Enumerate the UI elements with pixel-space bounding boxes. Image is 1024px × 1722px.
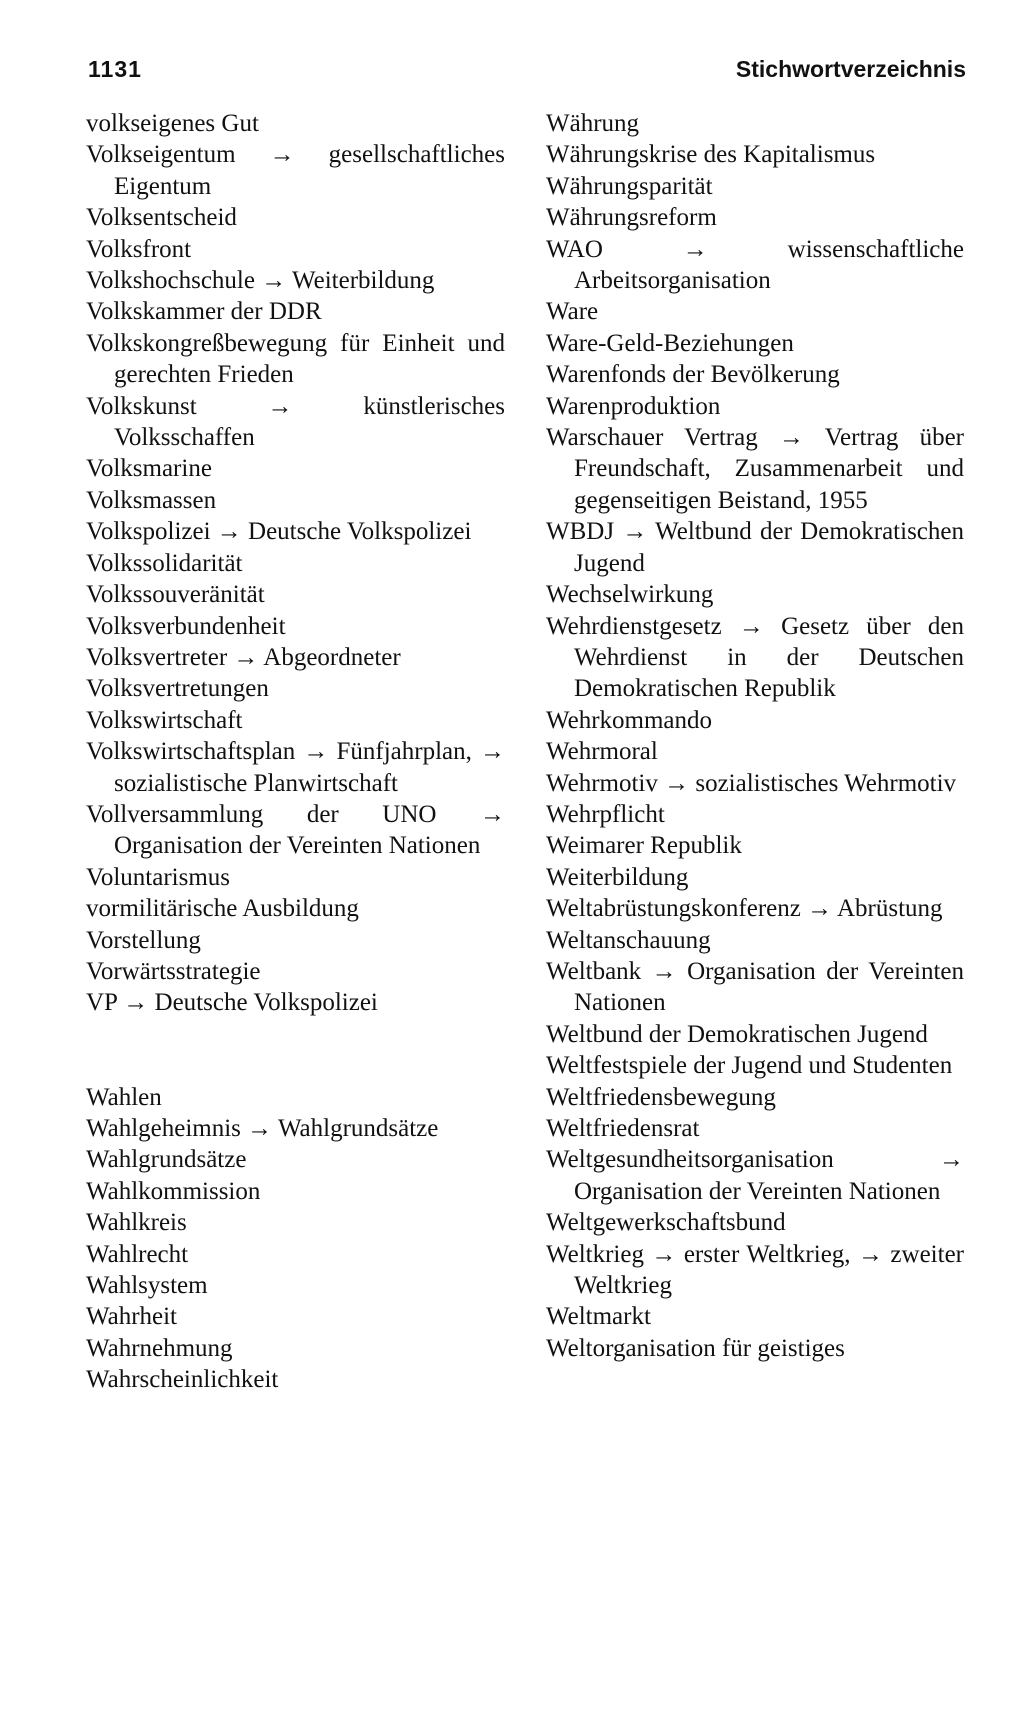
index-entry: Volkssolidarität — [86, 549, 243, 577]
index-entry: Volksmarine — [86, 455, 212, 483]
index-entry: Volkswirtschaft — [86, 706, 243, 734]
index-entry: Warenfonds der Bevölkerung — [546, 361, 840, 389]
index-entry: Volksverbundenheit — [86, 612, 286, 640]
index-entry: Wahrheit — [86, 1303, 178, 1331]
index-entry: Volksvertreter → Abgeordneter — [86, 643, 401, 671]
index-entry: Wehrpflicht — [546, 800, 665, 828]
index-entry: Wahlkommission — [86, 1177, 261, 1205]
index-entry: Währungskrise des Kapitalismus — [546, 141, 876, 169]
index-entry: Weimarer Republik — [546, 832, 742, 860]
index-entry: Ware-Geld-Beziehungen — [546, 329, 794, 357]
index-entry: WBDJ → Weltbund der Demokratischen Jugend — [546, 518, 964, 577]
index-entry: Weltbund der Demokratischen Jugend — [546, 1020, 928, 1048]
index-entry: Weltfestspiele der Jugend und Studenten — [546, 1052, 953, 1080]
index-entry: Wechselwirkung — [546, 581, 714, 609]
index-entry: Volkshochschule → Weiterbildung — [86, 267, 435, 295]
index-entry: Volksvertretungen — [86, 675, 269, 703]
index-entry: Wehrmotiv → sozialistisches Wehrmotiv — [546, 769, 957, 797]
index-entry: Weltgesundheitsorganisation → Organisation der Vereinten Nationen — [546, 1146, 964, 1205]
index-entry: Volkspolizei → Deutsche Volkspolizei — [86, 518, 472, 546]
index-entry: Volkskammer der DDR — [86, 298, 322, 326]
index-entry: Wahlsystem — [86, 1272, 208, 1300]
index-entry: Wehrdienstgesetz → Gesetz über den Wehrdienst in der Deutschen Demokratischen Republik — [546, 612, 964, 703]
index-entry: Voluntarismus — [86, 863, 230, 891]
index-entry: Wehrmoral — [546, 738, 658, 766]
index-entry: Wahrnehmung — [86, 1334, 233, 1362]
index-column-right — [546, 108, 964, 1364]
index-entry: Weiterbildung — [546, 863, 689, 891]
index-entry: Volkswirtschaftsplan → Fünfjahrplan, → sozialistische Planwirtschaft — [86, 738, 505, 797]
index-entry: Vorwärtsstrategie — [86, 957, 261, 985]
index-entry: WAO → wissenschaftliche Arbeitsorganisation — [546, 235, 964, 295]
index-entry: Ware — [546, 298, 599, 326]
index-entry: Weltfriedensbewegung — [546, 1083, 776, 1111]
index-entry: Weltmarkt — [546, 1303, 651, 1331]
index-column-left — [86, 108, 505, 1396]
index-entry: Währung — [546, 110, 640, 137]
index-entry: Volkskongreßbewegung für Einheit und gerechten Frieden — [86, 329, 505, 389]
index-entry: Wahlgrundsätze — [86, 1146, 247, 1174]
index-entry: Wahlrecht — [86, 1240, 189, 1268]
index-entry: Warschauer Vertrag → Vertrag über Freundschaft, Zusammenarbeit und gegenseitigen Beistand, 1955 — [546, 424, 964, 514]
index-entry: Weltabrüstungskonferenz → Abrüstung — [546, 895, 943, 923]
index-entry: Volkseigentum → gesellschaftliches Eigentum — [86, 141, 505, 200]
index-entry: Weltbank → Organisation der Vereinten Nationen — [546, 957, 964, 1017]
index-entry: Wahrscheinlichkeit — [86, 1366, 279, 1394]
index-entry: Volkskunst → künstlerisches Volksschaffen — [86, 392, 505, 452]
index-entry: Wahlen — [86, 1083, 162, 1111]
index-entry: Volksmassen — [86, 486, 217, 514]
index-entry: Volksentscheid — [86, 204, 237, 232]
index-entry: Währungsparität — [546, 172, 713, 200]
index-entry: Wahlgeheimnis → Wahlgrundsätze — [86, 1114, 439, 1142]
index-entry: Weltkrieg → erster Weltkrieg, → zweiter Weltkrieg — [546, 1240, 964, 1300]
index-entry: Weltanschauung — [546, 926, 711, 954]
page-number: 1131 — [88, 56, 142, 82]
index-entry: Vorstellung — [86, 926, 201, 954]
index-entry: Weltgewerkschaftsbund — [546, 1209, 786, 1237]
index-entry: Warenproduktion — [546, 392, 721, 420]
page-header — [88, 56, 966, 88]
index-entry: vormilitärische Ausbildung — [86, 895, 359, 923]
index-entry: Weltfriedensrat — [546, 1115, 700, 1142]
letter-group-separator — [86, 1019, 505, 1082]
index-entry: VP → Deutsche Volkspolizei — [86, 989, 378, 1017]
index-entry: volkseigenes Gut — [86, 110, 259, 137]
index-entry: Weltorganisation für geistiges — [546, 1334, 845, 1362]
section-title: Stichwortverzeichnis — [735, 56, 966, 82]
index-entry: Vollversammlung der UNO → Organisation der Vereinten Nationen — [86, 800, 505, 860]
index-entry: Währungsreform — [546, 204, 717, 232]
index-entry: Wehrkommando — [546, 706, 713, 734]
index-entry: Volkssouveränität — [86, 581, 265, 609]
index-entry: Volksfront — [86, 235, 192, 263]
index-entry: Wahlkreis — [86, 1209, 187, 1237]
